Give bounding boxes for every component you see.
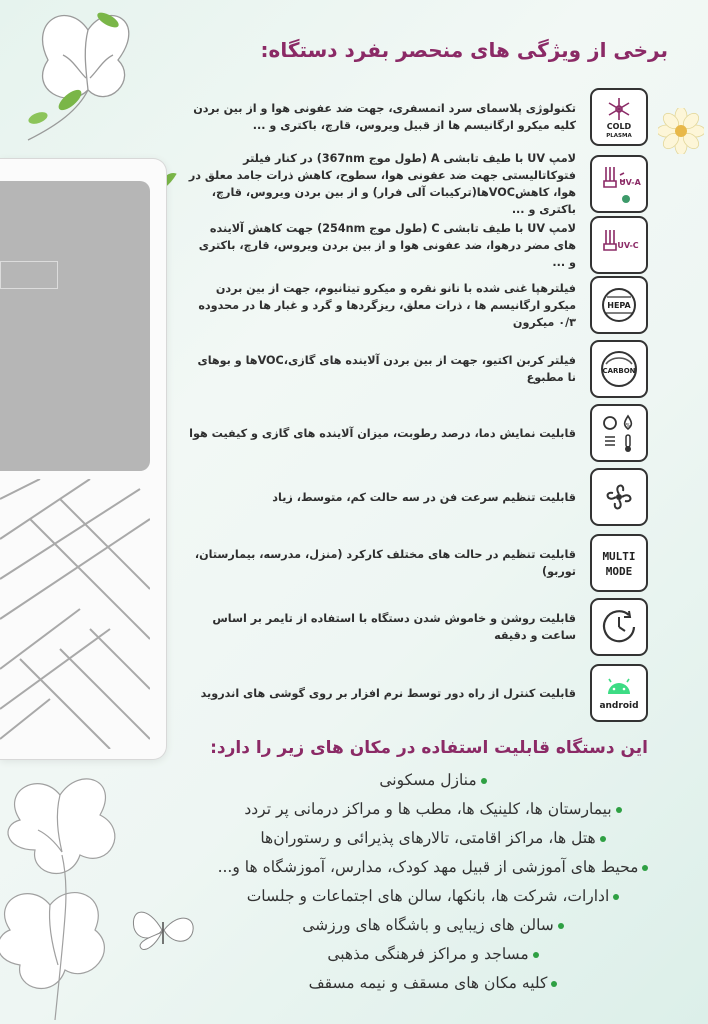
bullet	[616, 807, 622, 813]
icon-label-top: COLD	[606, 122, 632, 131]
feature-cold-plasma	[188, 88, 648, 146]
flower-illustration-bottom	[0, 760, 200, 1024]
places-title: این دستگاه قابلیت استفاده در مکان های زیر را دارد:	[210, 738, 648, 758]
icon-label-top: MULTI	[602, 550, 636, 563]
feature-uv-c	[188, 216, 648, 274]
feature-text: لامپ UV با طیف تابشی C (طول موج 254nm) جهت کاهش آلاینده های مضر درهوا، ضد عفونی هوا و از بین بردن ویروس، قارچ، باکتری و ...	[198, 221, 576, 269]
feature-multi-mode	[188, 534, 648, 592]
feature-text: فیلترهپا غنی شده با نانو نقره و میکرو تیتانیوم، جهت از بین بردن میکرو ارگانیسم ها ، ذرات معلق، ریزگردها و گرد و غبار ها در محدوده ۰/۳ میکرون	[198, 281, 576, 329]
daisy-flower-decoration	[658, 108, 704, 154]
feature-text: قابلیت نمایش دما، درصد رطوبت، میزان آلاینده های گازی و کیفیت هوا	[189, 426, 576, 440]
icon-label-bottom: PLASMA	[606, 133, 632, 139]
list-item: سالن های زیبایی و باشگاه های ورزشی	[198, 911, 668, 940]
bullet	[600, 836, 606, 842]
bullet	[481, 778, 487, 784]
hepa-filter-icon	[590, 276, 648, 334]
icon-label: HEPA	[607, 301, 631, 310]
flower-illustration-top	[8, 0, 158, 150]
feature-text: قابلیت تنظیم سرعت فن در سه حالت کم، متوسط، زیاد	[272, 490, 576, 504]
multi-mode-icon	[590, 534, 648, 592]
list-item: بیمارستان ها، کلینیک ها، مطب ها و مراکز درمانی پر تردد	[198, 795, 668, 824]
feature-text: قابلیت روشن و خاموش شدن دستگاه با استفاده از تایمر بر اساس ساعت و دقیقه	[212, 612, 576, 642]
feature-text: تکنولوژی پلاسمای سرد اتمسفری، جهت ضد عفونی هوا و از بین بردن کلیه میکرو ارگانیسم ها از قبیل ویروس، قارچ، باکتری و ...	[193, 102, 576, 132]
carbon-filter-icon	[590, 340, 648, 398]
feature-hepa-filter	[188, 276, 648, 334]
list-item: محیط های آموزشی از قبیل مهد کودک، مدارس، آموزشگاه ها و...	[198, 853, 668, 882]
butterfly-decoration	[128, 900, 200, 958]
feature-text: قابلیت کنترل از راه دور توسط نرم افزار بر روی گوشی های اندروید	[200, 686, 576, 700]
list-item: هتل ها، مراکز اقامتی، تالارهای پذیرائی و رستوران‌ها	[198, 824, 668, 853]
feature-carbon-filter	[188, 340, 648, 398]
icon-label: UV-C	[617, 241, 639, 250]
feature-text: فیلتر کربن اکتیو، جهت از بین بردن آلاینده های گازی،VOCها و بوهای نا مطبوع	[197, 354, 576, 384]
feature-fan-speed	[188, 468, 648, 526]
feature-sensors-display	[188, 404, 648, 462]
uv-a-lamp-icon	[590, 155, 648, 213]
list-item: ادارات، شرکت ها، بانکها، سالن های اجتماعات و جلسات	[198, 882, 668, 911]
feature-text: قابلیت تنظیم در حالت های مختلف کارکرد (منزل، مدرسه، بیمارستان، توربو)	[194, 548, 576, 578]
bullet	[558, 923, 564, 929]
feature-android-control	[188, 664, 648, 722]
bullet	[533, 952, 539, 958]
list-item: کلیه مکان های مسقف و نیمه مسقف	[198, 969, 668, 998]
places-list	[198, 766, 668, 998]
air-purifier-device-image	[0, 158, 167, 760]
feature-timer	[188, 598, 648, 656]
fan-speed-icon	[590, 468, 648, 526]
icon-label: android	[599, 701, 639, 711]
bullet	[551, 981, 557, 987]
cold-plasma-icon	[590, 88, 648, 146]
icon-label: UV-A	[619, 178, 641, 187]
list-item: منازل مسکونی	[198, 766, 668, 795]
icon-label-bottom: MODE	[605, 565, 633, 578]
bullet	[613, 894, 619, 900]
bullet	[642, 865, 648, 871]
feature-text: لامپ UV با طیف تابشی A (طول موج 367nm) در کنار فیلتر فتوکاتالیستی جهت ضد عفونی هوا، سطوح، کاهش ذرات جامد معلق در هوا، کاهشVOCها(ترکیبات آلی فرار) و از بین بردن ویروس، قارچ، باکتری و ...	[188, 152, 576, 216]
device-grille	[0, 479, 150, 749]
feature-uv-a	[188, 150, 648, 218]
uv-c-lamp-icon	[590, 216, 648, 274]
features-title: برخی از ویژگی های منحصر بفرد دستگاه:	[260, 38, 668, 62]
icon-label: %	[625, 423, 631, 429]
sensors-icon	[590, 404, 648, 462]
android-icon	[590, 664, 648, 722]
icon-label: CARBON	[602, 367, 636, 375]
device-panel	[0, 181, 150, 471]
timer-icon	[590, 598, 648, 656]
list-item: مساجد و مراکز فرهنگی مذهبی	[198, 940, 668, 969]
device-display	[0, 261, 58, 289]
